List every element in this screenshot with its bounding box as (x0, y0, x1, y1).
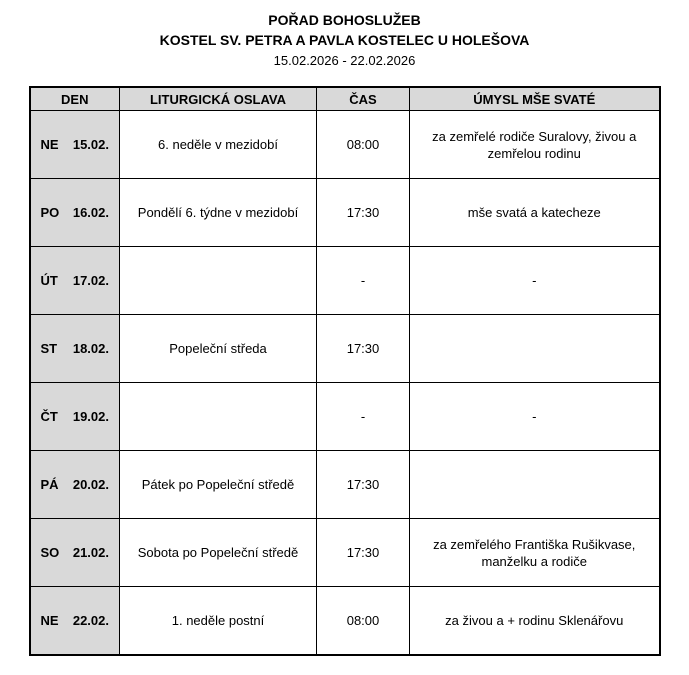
day-date: 20.02. (72, 477, 109, 492)
table-row (30, 247, 660, 315)
table-row (30, 451, 660, 519)
time-cell: 17:30 (317, 179, 410, 247)
intention-cell: mše svatá a katecheze (410, 179, 660, 247)
intention-cell: za zemřelé rodiče Suralovy, živou a zemřelou rodinu (410, 111, 660, 179)
time-cell: - (317, 383, 410, 451)
day-abbrev: SO (40, 545, 60, 560)
day-abbrev: NE (40, 612, 59, 628)
table-header-row (30, 87, 660, 111)
day-abbrev: PÁ (40, 477, 59, 492)
intention-cell: za živou a + rodinu Sklenářovu (410, 587, 660, 655)
time-cell: 08:00 (317, 587, 410, 655)
day-abbrev: PO (40, 205, 60, 220)
intention-cell (410, 315, 660, 383)
day-date: 18.02. (72, 341, 109, 356)
col-header-cas: ČAS (317, 87, 410, 111)
page-subtitle: KOSTEL SV. PETRA A PAVLA KOSTELEC U HOLEŠOVA (159, 32, 530, 48)
day-cell (30, 247, 120, 315)
time-cell: - (317, 247, 410, 315)
celebration-cell (120, 247, 317, 315)
day-cell (30, 519, 120, 587)
page-title: POŘAD BOHOSLUŽEB (268, 12, 421, 28)
table-row (30, 587, 660, 655)
col-header-umysl: ÚMYSL MŠE SVATÉ (410, 87, 660, 111)
day-abbrev: NE (40, 137, 59, 152)
time-cell: 08:00 (317, 111, 410, 179)
celebration-cell: 1. neděle postní (120, 587, 317, 655)
day-date: 16.02. (72, 205, 109, 220)
day-cell (30, 383, 120, 451)
table-row (30, 383, 660, 451)
day-abbrev: ÚT (40, 273, 58, 288)
day-abbrev: ČT (40, 409, 58, 424)
intention-cell: - (410, 247, 660, 315)
table-row (30, 315, 660, 383)
day-date: 19.02. (72, 409, 109, 424)
time-cell: 17:30 (317, 451, 410, 519)
table-row (30, 111, 660, 179)
col-header-den: DEN (30, 87, 120, 111)
day-cell (30, 315, 120, 383)
intention-cell: - (410, 383, 660, 451)
celebration-cell: Pátek po Popeleční středě (120, 451, 317, 519)
day-date: 22.02. (72, 612, 109, 628)
intention-cell (410, 451, 660, 519)
day-date: 21.02. (72, 545, 109, 560)
time-cell: 17:30 (317, 519, 410, 587)
day-cell (30, 179, 120, 247)
intention-cell: za zemřelého Františka Rušikvase, manželku a rodiče (410, 519, 660, 587)
col-header-liturgicka-oslava: LITURGICKÁ OSLAVA (120, 87, 317, 111)
table-row (30, 179, 660, 247)
day-abbrev: ST (40, 341, 58, 356)
table-row (30, 519, 660, 587)
day-date: 15.02. (72, 137, 109, 152)
schedule-table (29, 86, 661, 656)
time-cell: 17:30 (317, 315, 410, 383)
celebration-cell (120, 383, 317, 451)
celebration-cell: Sobota po Popeleční středě (120, 519, 317, 587)
day-cell (30, 587, 120, 655)
day-cell (30, 451, 120, 519)
date-range: 15.02.2026 - 22.02.2026 (273, 53, 416, 68)
celebration-cell: Pondělí 6. týdne v mezidobí (120, 179, 317, 247)
celebration-cell: Popeleční středa (120, 315, 317, 383)
day-cell (30, 111, 120, 179)
celebration-cell: 6. neděle v mezidobí (120, 111, 317, 179)
day-date: 17.02. (72, 273, 109, 288)
